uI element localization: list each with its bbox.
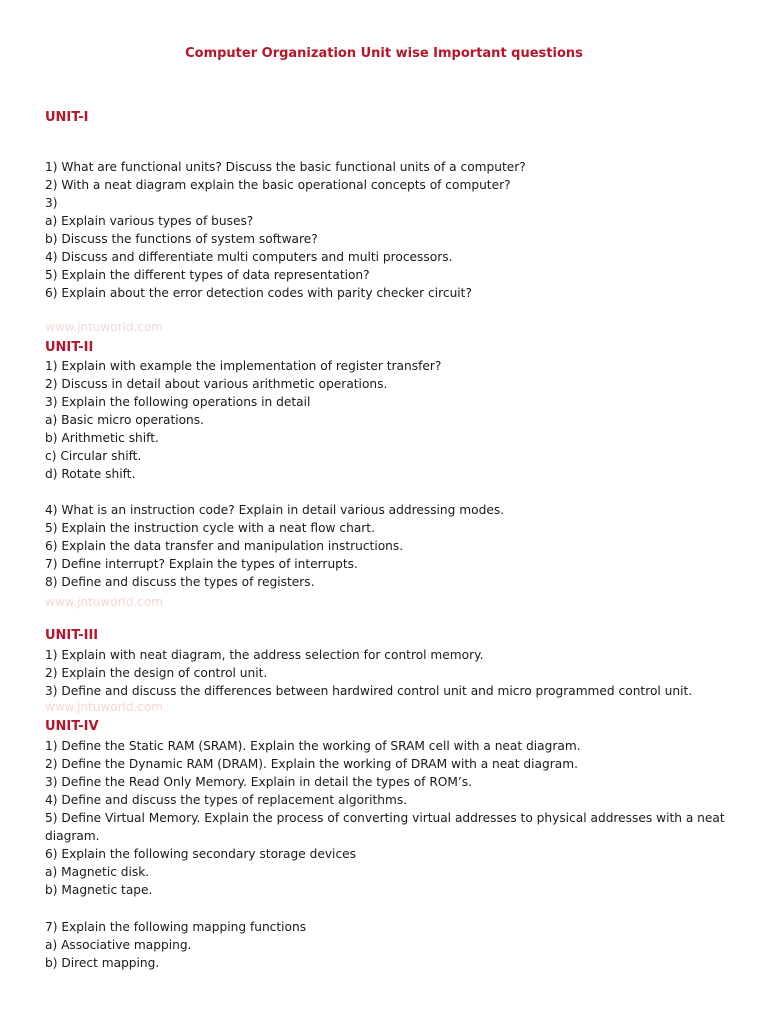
question-line: 3) Explain the following operations in detail xyxy=(45,395,311,409)
unit-heading-4: UNIT-IV xyxy=(45,719,99,734)
question-line: a) Explain various types of buses? xyxy=(45,214,254,228)
question-line: 1) Explain with neat diagram, the address selection for control memory. xyxy=(45,648,484,662)
question-line: a) Associative mapping. xyxy=(45,938,192,952)
question-line: 8) Define and discuss the types of registers. xyxy=(45,575,315,589)
question-line: 2) With a neat diagram explain the basic operational concepts of computer? xyxy=(45,178,511,192)
question-line: 6) Explain about the error detection codes with parity checker circuit? xyxy=(45,286,472,300)
question-line: 3) Define the Read Only Memory. Explain in detail the types of ROM’s. xyxy=(45,775,472,789)
question-line: 1) What are functional units? Discuss the basic functional units of a computer? xyxy=(45,160,526,174)
unit-heading-1: UNIT-I xyxy=(45,110,89,125)
question-line: 6) Explain the following secondary storage devices xyxy=(45,847,356,861)
question-line: 5) Explain the instruction cycle with a neat flow chart. xyxy=(45,521,375,535)
question-line: a) Magnetic disk. xyxy=(45,865,150,879)
question-line: 2) Explain the design of control unit. xyxy=(45,666,268,680)
question-line: 4) Define and discuss the types of replacement algorithms. xyxy=(45,793,408,807)
watermark: www.jntuworld.com xyxy=(45,595,163,609)
question-line: b) Magnetic tape. xyxy=(45,883,153,897)
question-line: d) Rotate shift. xyxy=(45,467,136,481)
question-line: 1) Explain with example the implementation of register transfer? xyxy=(45,359,442,373)
question-line: a) Basic micro operations. xyxy=(45,413,205,427)
question-line: 2) Define the Dynamic RAM (DRAM). Explain the working of DRAM with a neat diagram. xyxy=(45,757,578,771)
question-line: 4) Discuss and differentiate multi computers and multi processors. xyxy=(45,250,453,264)
question-line: b) Arithmetic shift. xyxy=(45,431,159,445)
question-line: b) Direct mapping. xyxy=(45,956,160,970)
question-line: 3) Define and discuss the differences between hardwired control unit and micro programmed control unit. xyxy=(45,684,693,698)
question-line: b) Discuss the functions of system software? xyxy=(45,232,318,246)
unit-heading-3: UNIT-III xyxy=(45,628,99,643)
question-line: c) Circular shift. xyxy=(45,449,142,463)
question-line: 1) Define the Static RAM (SRAM). Explain the working of SRAM cell with a neat diagram. xyxy=(45,739,581,753)
unit-heading-2: UNIT-II xyxy=(45,340,94,355)
question-line: 5) Explain the different types of data representation? xyxy=(45,268,370,282)
question-line: 6) Explain the data transfer and manipulation instructions. xyxy=(45,539,404,553)
question-line: 4) What is an instruction code? Explain in detail various addressing modes. xyxy=(45,503,505,517)
question-line: 2) Discuss in detail about various arithmetic operations. xyxy=(45,377,388,391)
watermark: www.jntuworld.com xyxy=(45,700,163,714)
question-line: 5) Define Virtual Memory. Explain the process of converting virtual addresses to physical addresses with a neat diagram. xyxy=(45,811,725,843)
document-title: Computer Organization Unit wise Important questions xyxy=(185,46,583,61)
question-line: 3) xyxy=(45,196,58,210)
question-line: 7) Define interrupt? Explain the types of interrupts. xyxy=(45,557,358,571)
watermark: www.jntuworld.com xyxy=(45,320,163,334)
question-line: 7) Explain the following mapping functions xyxy=(45,920,307,934)
